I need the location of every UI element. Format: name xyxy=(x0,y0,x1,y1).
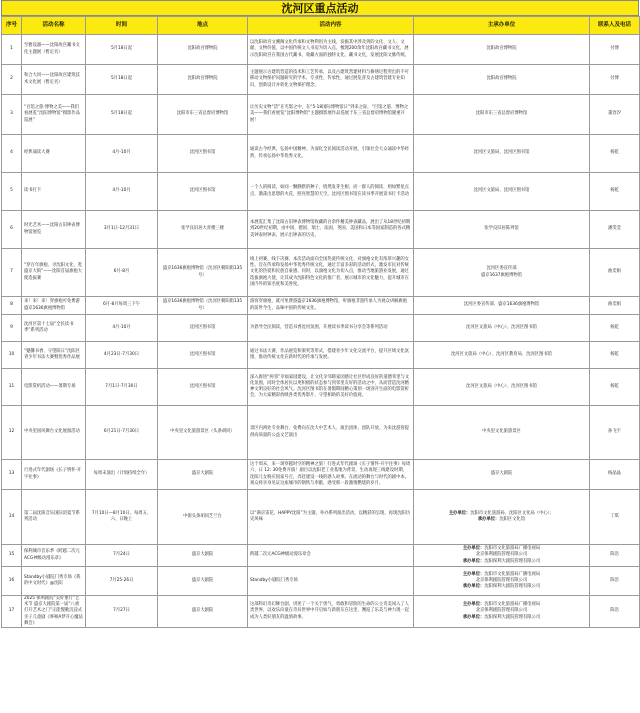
cell-content: 通过书法大赛、作品展览和颁奖等形式，搭建青少年文化交流平台，提升区域文化氛围，推动传统文化在新时代的传承与发展。 xyxy=(248,342,414,369)
cell-contact: 杨乾 xyxy=(590,342,640,369)
spreadsheet xyxy=(1,0,639,628)
table-header-row xyxy=(2,17,640,35)
cell-content: 让历史文物“活”在光影之中，在“5·18国际博物馆日”到来之际，“百馆之旅、博物之美——我们看展览”沈阳博物馆“主题摄影展作品巡展于东三省总督府博物馆隆重开展！ xyxy=(248,95,414,135)
table-row xyxy=(2,135,640,173)
cell-content: 跨越二次元ACG神级动漫乐章会 xyxy=(248,545,414,567)
cell-no: 8 xyxy=(2,297,22,315)
cell-place: 沈阳市东三省总督府博物馆 xyxy=(158,95,248,135)
cell-time: 4月-10月 xyxy=(86,315,158,342)
cell-contact: 杨乾 xyxy=(590,173,640,211)
cell-content: 深入推进“两邻”幸福家园建设，让文化亲邻睦家园感让社区形成良好的道德邻里与文化氛围，同时全体居民以更积极的状态参与到邻里友好的活动之中，从而营造沈河精神文明良好的社会风气。沈河区图书馆在暑假期间精心策划一场别开生面的电影赏析会，为大家精彩放映各类优秀影片，守望相助的美好价值观。 xyxy=(248,369,414,406)
cell-time: 6月21日-7月30日 xyxy=(86,406,158,460)
cell-name: 时光艺术——沈阳古旧钟表博物馆展览 xyxy=(22,211,86,249)
cell-name: 读书打卡 xyxy=(22,173,86,211)
cell-no: 3 xyxy=(2,95,22,135)
cell-contact: 陈浩 xyxy=(590,596,640,628)
cell-content: 景区内两处专业舞台，免费向在沈大中艺术人、演出团体、团队开放。为来沈游客提供高质量的公益文艺演出 xyxy=(248,406,414,460)
table-row xyxy=(2,342,640,369)
header-time: 时间 xyxy=(86,17,158,35)
cell-no: 10 xyxy=(2,342,22,369)
cell-content: 本展览汇集了沈阳古旧钟表博物馆收藏的百余件精美钟表藏品，展出了从18世纪初期到20世纪初期，由中国、德国、瑞士、法国、英国、美国和日本等国家制造的各式精美钟表时钟表，展示出钟表的历史。 xyxy=(248,211,414,249)
cell-place: 盛京大剧院 xyxy=(158,460,248,490)
cell-name: 保利城市音乐季《跨越二次元ACG神级动漫乐章》 xyxy=(22,545,86,567)
cell-name: 经典诵读大赛 xyxy=(22,135,86,173)
cell-contact: 杨乾 xyxy=(590,315,640,342)
cell-contact: 杨乾 xyxy=(590,135,640,173)
header-place: 地点 xyxy=(158,17,248,35)
table-row xyxy=(2,65,640,95)
cell-content: 以沈阳故宫文溯阁文化传承和文物利用为主线，发掘其中涉及到的文化、文人、文献、文物价值，以中国传统文人书房为切入点，梳理200余年沈阳故宫藏书文化，展示沈阳故宫在我国古代藏书、收藏方面的独特文化、藏书文化，发展沈阳文脉传统。 xyxy=(248,35,414,65)
cell-content: 线上初赛，线下决赛。本次活动面向全国热爱传统文化、对旗袍文化有浓厚兴趣的女性。旨在传承和发扬中华优秀传统文化，通过丰富多彩的活动形式，激发市民对传统文化的热爱和民族自豪感。同时，以旗袍文化为切入点，推动当地旅游业发展，通过选拔旗袍大使，让其成为沈阳特色文化的推广者，展示城市的文化魅力，提升城市在国内外的知名度和美誉度。 xyxy=(248,249,414,297)
cell-time: 6月-8月每周三下午 xyxy=(86,297,158,315)
cell-content: 为倡导全民阅读，营造书香沈河氛围，开展读书季读书分享会等系列活动 xyxy=(248,315,414,342)
cell-name: 2025 保利剧院“美好重行”艺术节 盛京大剧院第一届“八重打开艺术之门”正能慢歌沉浸式亲子儿童剧《哆啦A梦开心魔法舞会》 xyxy=(22,596,86,628)
cell-content: 这个周末，来一场穿越时空的精神之旅！行进式年代剧场《长子情怀·开宇往事》每周六、日 12: 30免费开演！剧目以沈阳老工业基地为背景，生动再现三线建设时期，沈阳儿女响应国家号召，奔赴建设一线的感人故事。在流动的舞台与时代的剧中本，观众将亲身见证这座城市的钢铁与奉献，感受那一段激情燃烧的岁月。 xyxy=(248,460,414,490)
cell-no: 7 xyxy=(2,249,22,297)
cell-place: 盛京1636旗袍博物馆（沈河区朝阳街135号） xyxy=(158,297,248,315)
cell-no: 6 xyxy=(2,211,22,249)
cell-time: 7月10日—8月10日。每周五、六、日晚上 xyxy=(86,490,158,545)
cell-no: 13 xyxy=(2,460,22,490)
cell-place: 沈河区图书馆 xyxy=(158,369,248,406)
cell-org: 主办单位：沈阳市文化旅游局广播电视局 北京保利剧院管理有限公司 承办单位：沈阳保利大剧院管理有限公司 xyxy=(414,596,590,628)
table-body xyxy=(2,35,640,628)
table-row xyxy=(2,173,640,211)
cell-time: 每周末演出（计划持续全年） xyxy=(86,460,158,490)
header-content: 活动内容 xyxy=(248,17,414,35)
cell-contact: 付博 xyxy=(590,65,640,95)
cell-name: “魅馨书香、守望阳日”沈阳区青少年书法大赛暨优秀作品展 xyxy=(22,342,86,369)
cell-org: 盛京大剧院 xyxy=(414,460,590,490)
cell-no: 5 xyxy=(2,173,22,211)
cell-place: 沈河区图书馆 xyxy=(158,173,248,211)
cell-name: 至雅设器——沈阳故宫藏书文化主题展（暂定名） xyxy=(22,35,86,65)
table-row xyxy=(2,369,640,406)
cell-content: 这部科幻奇幻舞台剧，讲述了一个关于勇气，勇敢和冒险的生命的公主奇美闯入了人类世界，以欢乐向童在奇异世界中开启如与新朋友在这里，邂逅了乐美与神力现一起成为人类好朋友的温情故事。 xyxy=(248,596,414,628)
cell-org: 沈河区文旅局、沈河区图书馆 xyxy=(414,135,590,173)
header-no: 序号 xyxy=(2,17,22,35)
cell-time: 7月1日-7月30日 xyxy=(86,369,158,406)
cell-no: 15 xyxy=(2,545,22,567)
table-row xyxy=(2,567,640,596)
cell-name: “穿百年旗袍，寻沈阳文化，逛盛京大街”——沈阳首届旗袍大使选拔赛 xyxy=(22,249,86,297)
table-row xyxy=(2,249,640,297)
cell-name: “百馆之旅·博物之美——我们看展览”沈阳博物馆“摄影作品巡展” xyxy=(22,95,86,135)
activity-table xyxy=(1,16,640,628)
cell-name: 沈河区第十七届“全民读书季”系列活动 xyxy=(22,315,86,342)
cell-contact: 丁琪 xyxy=(590,490,640,545)
cell-content: 以“满京雷花、HAPPY沈阳”为主题，举办系列演出活动，以精彩的呈现，再现沈阳历史风味 xyxy=(248,490,414,545)
cell-time: 7月24日 xyxy=(86,545,158,567)
cell-name: Standby小剧院门秀专场《我的中文时代》@沈阳 xyxy=(22,567,86,596)
cell-place: 中街头条胡同芝兰台 xyxy=(158,490,248,545)
table-row xyxy=(2,406,640,460)
cell-no: 12 xyxy=(2,406,22,460)
cell-org: 主办单位：沈阳市文化旅游局广播电视局 北京保利剧院管理有限公司 承办单位：沈阳保利大剧院管理有限公司 xyxy=(414,567,590,596)
cell-place: 沈阳故宫博物院 xyxy=(158,35,248,65)
cell-time: 3月1日-12月31日 xyxy=(86,211,158,249)
cell-contact: 潘雯莹 xyxy=(590,211,640,249)
cell-name: 和合大同——沈阳故宫建筑技术文化展（暂定名） xyxy=(22,65,86,95)
cell-place: 盛京大剧院 xyxy=(158,567,248,596)
cell-no: 4 xyxy=(2,135,22,173)
cell-no: 2 xyxy=(2,65,22,95)
cell-no: 1 xyxy=(2,35,22,65)
table-row xyxy=(2,596,640,628)
cell-contact: 付博 xyxy=(590,35,640,65)
cell-time: 4月23日-7月30日 xyxy=(86,342,158,369)
cell-no: 16 xyxy=(2,567,22,596)
cell-contact: 陈浩 xyxy=(590,545,640,567)
table-row xyxy=(2,35,640,65)
cell-contact: 陈浩 xyxy=(590,567,640,596)
cell-org: 沈河区文旅局（中心）、沈河区图书馆 xyxy=(414,315,590,342)
cell-place: 张学良旧居大青楼三楼 xyxy=(158,211,248,249)
cell-no: 14 xyxy=(2,490,22,545)
cell-org: 中央里文化旅游景区 xyxy=(414,406,590,460)
cell-name: 行进式年代剧场《长子情怀·开宇往事》 xyxy=(22,460,86,490)
table-row xyxy=(2,95,640,135)
cell-no: 17 xyxy=(2,596,22,628)
table-row xyxy=(2,315,640,342)
cell-org: 沈阳市东三省总督府博物馆 xyxy=(414,95,590,135)
cell-time: 6月-8月 xyxy=(86,249,158,297)
cell-content: 一个人的阅读，如同一颗静默的种子，悄然发芽生根；而一群人的阅读，则如繁星点点，激荡出思想的火花，照亮智慧的天空。沈河区图书馆在读书季开展读书打卡活动 xyxy=(248,173,414,211)
cell-org: 主办单位：沈阳市文化旅游局、沈阳区文化局（中心）； 承办单位：沈阳区文化馆 xyxy=(414,490,590,545)
cell-contact: 曲奕娟 xyxy=(590,249,640,297)
cell-place: 沈河区图书馆 xyxy=(158,315,248,342)
cell-org: 沈河区文旅局、沈河区图书馆 xyxy=(414,173,590,211)
cell-content: 通读古今经典，弘扬中国精神。为深化全民阅读活动开展，引领社会大众诵读中华经典，传承弘扬中华优秀文化。 xyxy=(248,135,414,173)
sheet-title: 沈河区重点活动 xyxy=(1,0,639,16)
cell-org: 沈河区委宣传部、盛京1636旗袍博物馆 xyxy=(414,297,590,315)
cell-name: 来！来！来！穿旗袍可免费游盛京1636旗袍博物馆 xyxy=(22,297,86,315)
cell-org: 张学良旧居陈列馆 xyxy=(414,211,590,249)
cell-org: 沈阳故宫博物院 xyxy=(414,65,590,95)
table-row xyxy=(2,460,640,490)
header-org: 主承办单位 xyxy=(414,17,590,35)
cell-contact: 杨晶晶 xyxy=(590,460,640,490)
cell-time: 4月-10月 xyxy=(86,173,158,211)
cell-org: 主办单位：沈阳市文化旅游局广播电视局 北京保利剧院管理有限公司 承办单位：沈阳保利大剧院管理有限公司 xyxy=(414,545,590,567)
cell-contact: 杨乾 xyxy=(590,369,640,406)
table-row xyxy=(2,211,640,249)
cell-place: 沈阳故宫博物院 xyxy=(158,65,248,95)
cell-place: 沈河区图书馆 xyxy=(158,342,248,369)
cell-org: 沈阳故宫博物院 xyxy=(414,35,590,65)
table-row xyxy=(2,490,640,545)
cell-contact: 曲奕娟 xyxy=(590,297,640,315)
cell-place: 盛京大剧院 xyxy=(158,596,248,628)
cell-place: 沈河区图书馆 xyxy=(158,135,248,173)
cell-org: 沈河区委宣传部 盛京1637旗袍博物馆 xyxy=(414,249,590,297)
cell-content: 主题展示古建筑营造的技术和工艺传承，以及古建筑营建材料与修缮过程突出的不可移动文物保护问题研究的学术、专业性、传承性，通过展览普及古建筑营建专业知识，创新设计并转化文物保护理念。 xyxy=(248,65,414,95)
cell-content: 游客穿旗袍，就可免费游盛京1636旗袍博物馆，听旗袍非遗传承人为观众讲解旗袍的前世今生，品味中国的传统文化。 xyxy=(248,297,414,315)
cell-place: 盛京大剧院 xyxy=(158,545,248,567)
cell-time: 7月25-26日 xyxy=(86,567,158,596)
cell-contact: 董容汐 xyxy=(590,95,640,135)
table-row xyxy=(2,545,640,567)
cell-org: 沈河区文旅局（中心）、沈河区图书馆 xyxy=(414,369,590,406)
cell-content: Standby小剧院门秀专场 xyxy=(248,567,414,596)
cell-time: 5月18日起 xyxy=(86,65,158,95)
cell-time: 5月18日起 xyxy=(86,35,158,65)
header-contact: 联系人及电话 xyxy=(590,17,640,35)
cell-name: 中央里国风舞台文化展演活动 xyxy=(22,406,86,460)
table-row xyxy=(2,297,640,315)
cell-time: 4月-10月 xyxy=(86,135,158,173)
cell-name: 电影赏析活动——暑期专场 xyxy=(22,369,86,406)
cell-place: 盛京1636旗袍博物馆（沈河区朝阳街135号） xyxy=(158,249,248,297)
cell-no: 9 xyxy=(2,315,22,342)
cell-contact: 孙飞宇 xyxy=(590,406,640,460)
cell-no: 11 xyxy=(2,369,22,406)
cell-place: 中央里文化旅游景区（头条胡同） xyxy=(158,406,248,460)
cell-time: 7月27日 xyxy=(86,596,158,628)
cell-org: 沈河区文旅局（中心）、沈河区教育局、沈河区图书馆 xyxy=(414,342,590,369)
cell-name: 第二届沈阳音乐国际消夏节系列活动 xyxy=(22,490,86,545)
header-name: 活动名称 xyxy=(22,17,86,35)
cell-time: 5月18日起 xyxy=(86,95,158,135)
